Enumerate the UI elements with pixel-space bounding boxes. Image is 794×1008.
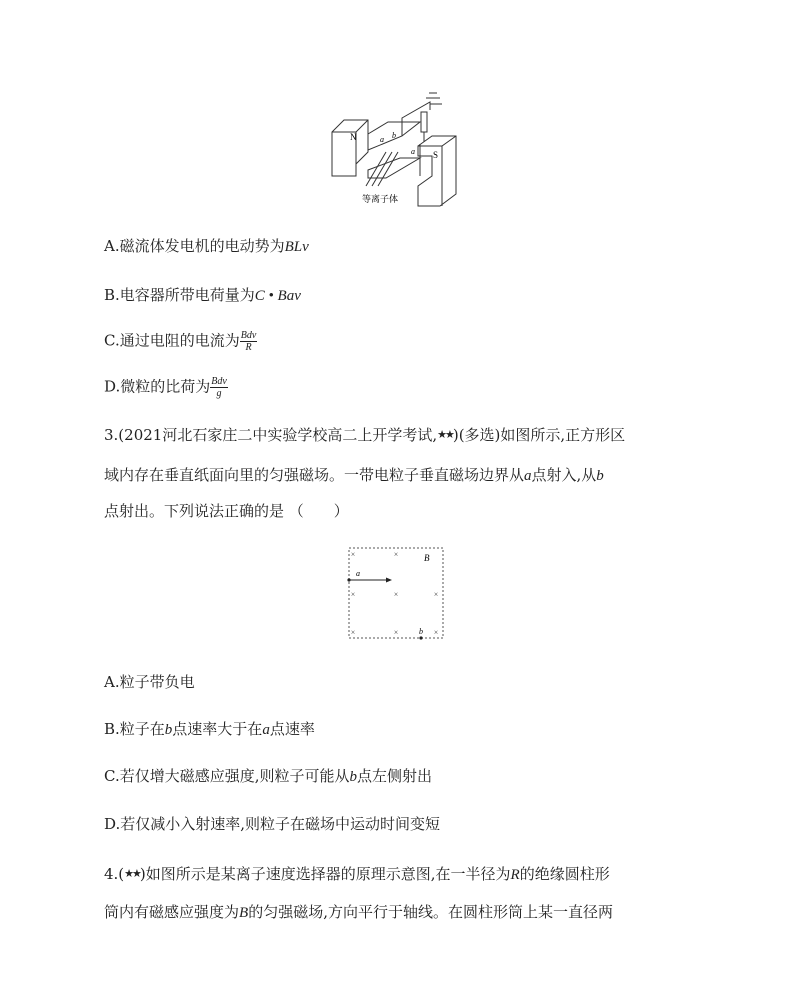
label-gap-a: a	[411, 147, 415, 156]
q3-stem-line2: 域内存在垂直纸面向里的匀强磁场。一带电粒子垂直磁场边界从a点射入,从b	[104, 466, 604, 484]
field-cross: ×	[393, 590, 399, 599]
field-cross: ×	[433, 628, 439, 637]
square-field-figure	[346, 545, 448, 641]
q4-stem-line1: 4.(★★)如图所示是某离子速度选择器的原理示意图,在一半径为R的绝缘圆柱形	[104, 865, 610, 883]
field-cross: ×	[350, 550, 356, 559]
n-magnet	[332, 120, 368, 176]
difficulty-stars-q4: ★★	[124, 867, 140, 880]
field-cross: ×	[393, 550, 399, 559]
label-s: S	[433, 150, 439, 160]
fraction-c: $\frac{\text{Bdv}}{R}$	[240, 330, 257, 353]
label-a: a	[380, 135, 384, 144]
q3-option-d: D.若仅减小入射速率,则粒子在磁场中运动时间变短	[104, 815, 441, 833]
field-cross: ×	[393, 628, 399, 637]
label-b: b	[392, 131, 396, 140]
q2-option-b: B.电容器所带电荷量为C • Bav	[104, 286, 301, 304]
field-cross: ×	[433, 590, 439, 599]
mhd-generator-figure	[320, 92, 470, 214]
q3-option-b: B.粒子在b点速率大于在a点速率	[104, 720, 315, 738]
figure-caption: 等离子体	[362, 194, 399, 204]
q2-option-a: A.磁流体发电机的电动势为BLv	[104, 237, 309, 255]
fraction-d: $\frac{\text{Bdv}}{g}$	[211, 376, 227, 399]
q3-option-a: A.粒子带负电	[104, 673, 195, 691]
q2-option-d: D.微粒的比荷为 $\frac{\text{Bdv}}{g}$	[104, 376, 227, 399]
field-label-b-upper: B	[424, 553, 430, 563]
q2-option-c: C.通过电阻的电流为 $\frac{\text{Bdv}}{R}$	[104, 330, 257, 353]
q4-stem-line2: 筒内有磁感应强度为B的匀强磁场,方向平行于轴线。在圆柱形筒上某一直径两	[104, 903, 613, 921]
q3-stem-line1: 3.(2021河北石家庄二中实验学校高二上开学考试,★★)(多选)如图所示,正方形区	[104, 426, 626, 444]
field-cross: ×	[350, 590, 356, 599]
lower-plate	[368, 158, 420, 178]
difficulty-stars: ★★	[437, 428, 453, 441]
label-n: N	[350, 132, 357, 142]
point-b-label: b	[419, 627, 423, 636]
q3-option-c: C.若仅增大磁感应强度,则粒子可能从b点左侧射出	[104, 767, 432, 785]
point-a-label: a	[356, 569, 360, 578]
field-cross: ×	[350, 628, 356, 637]
q3-stem-line3: 点射出。下列说法正确的是 （ ）	[104, 502, 349, 520]
